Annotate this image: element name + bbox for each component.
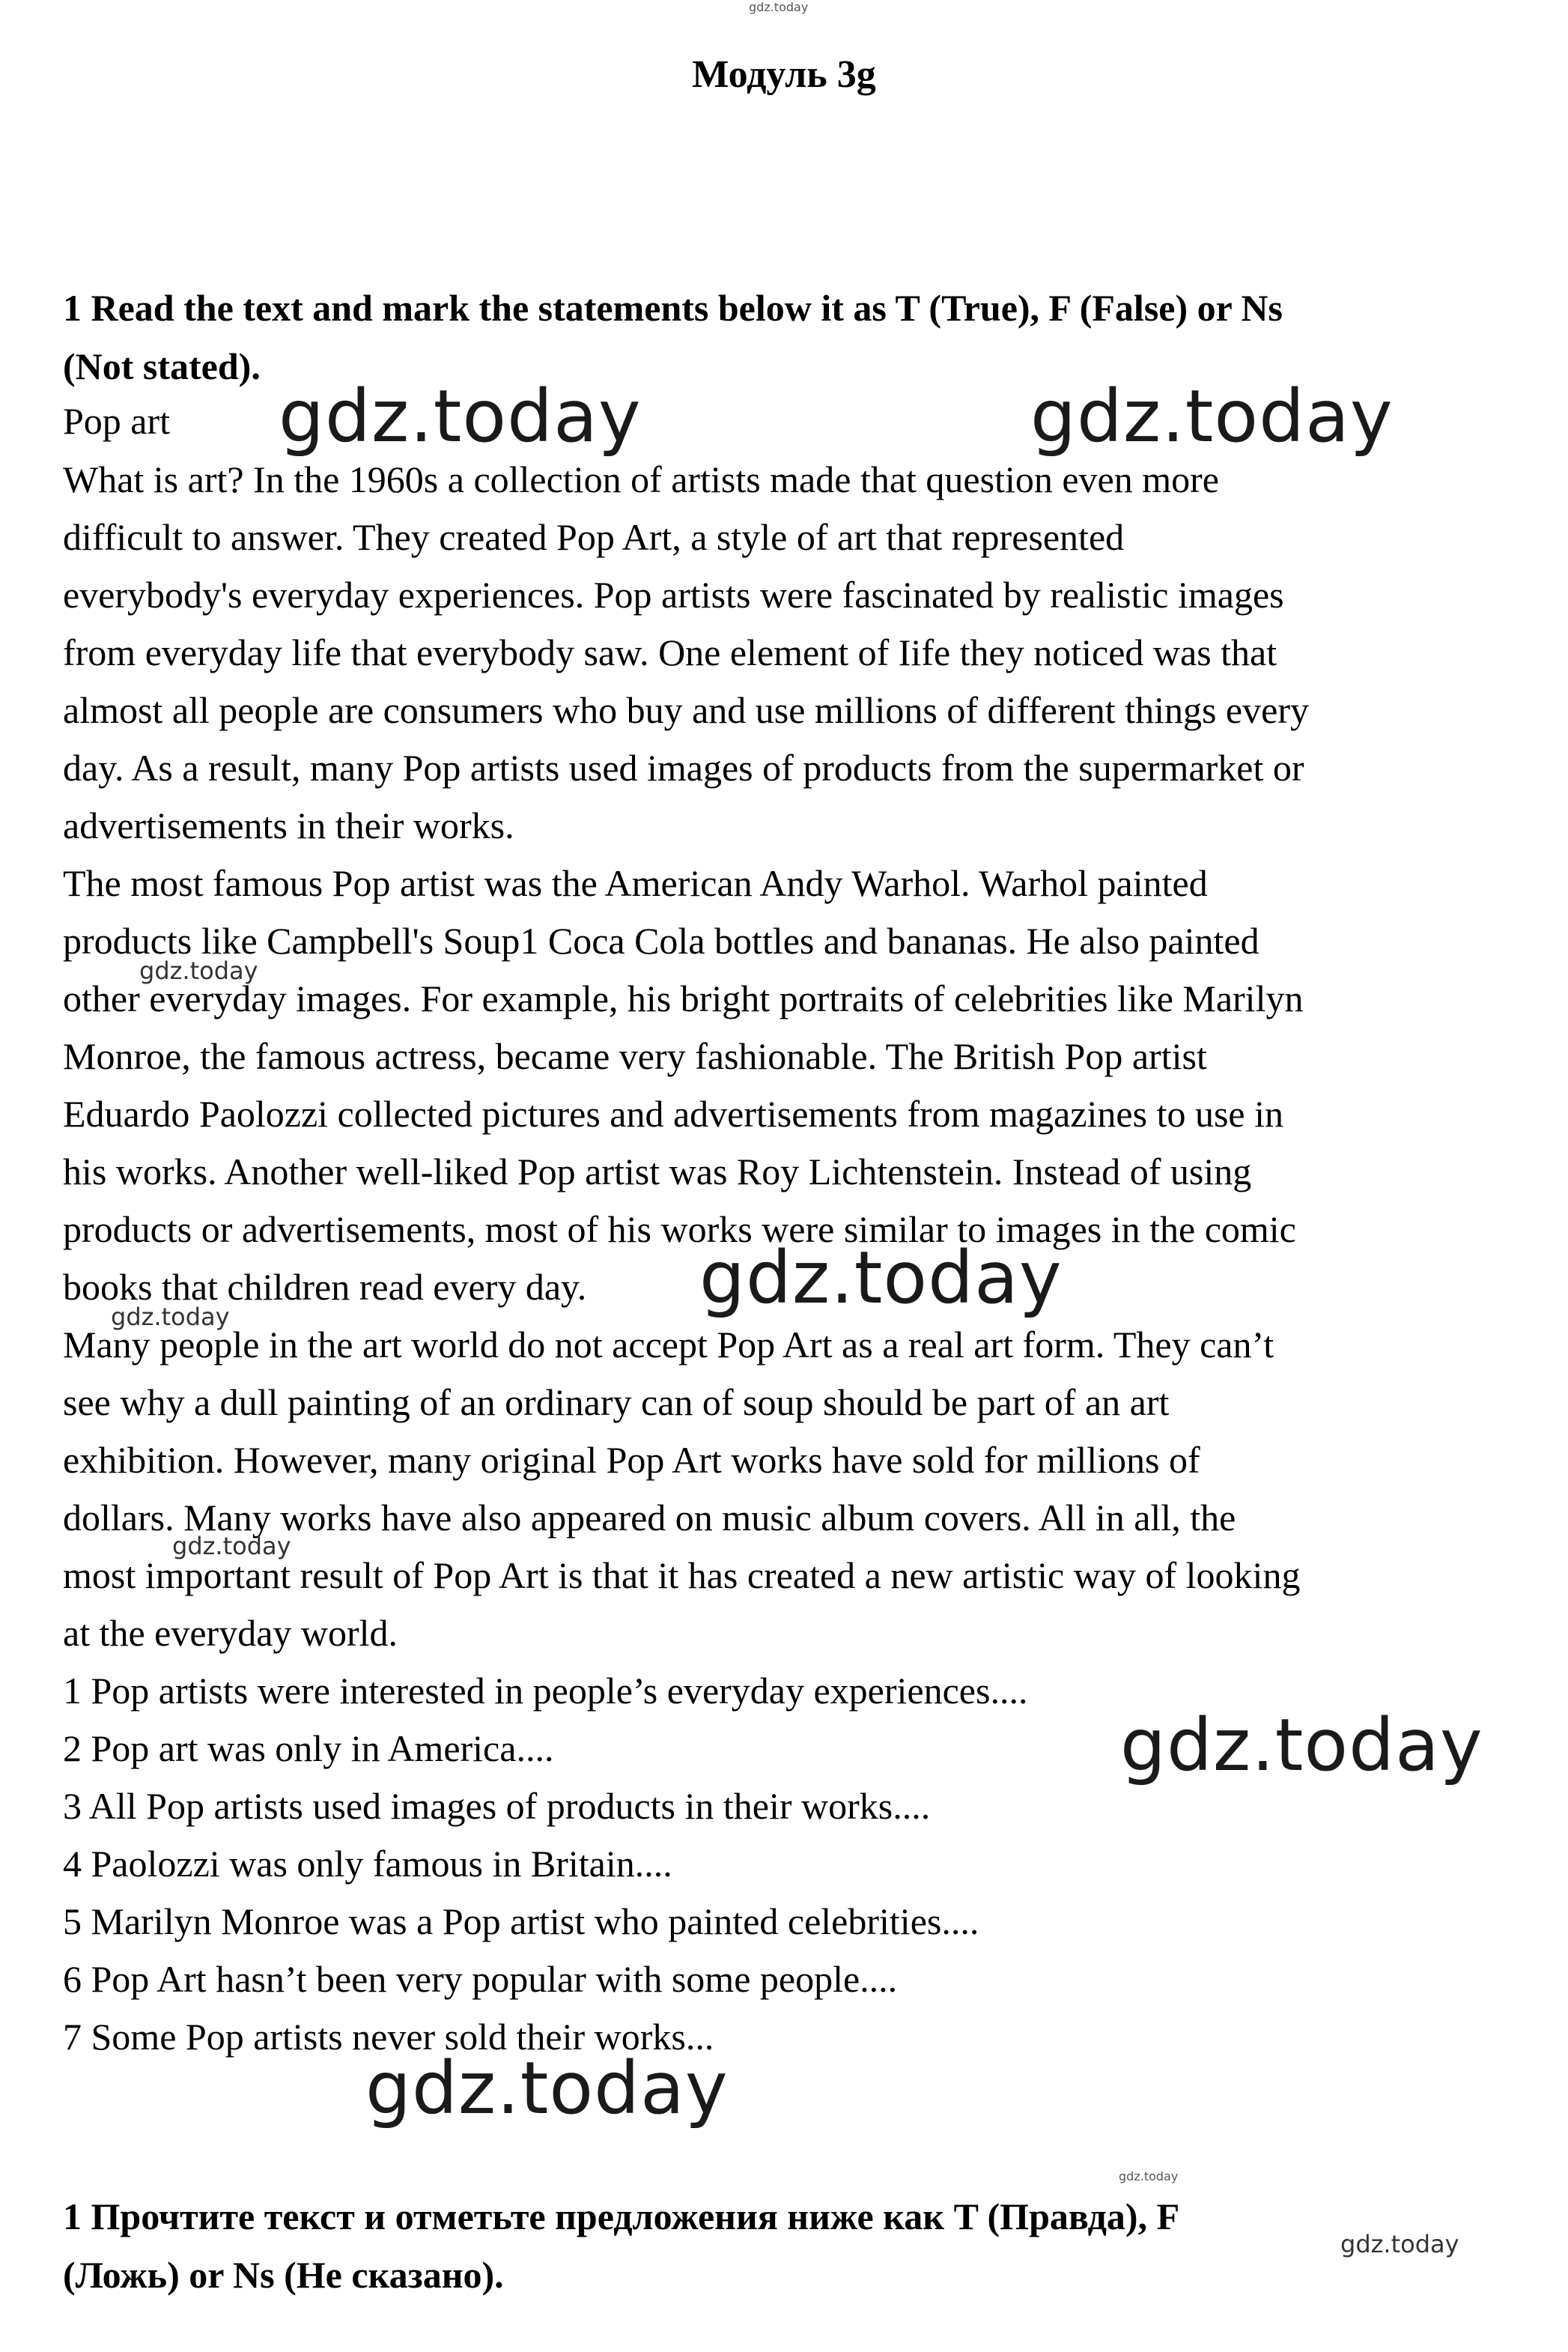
body-line: other everyday images. For example, his bright portraits of celebrities like Marilyn (63, 978, 1304, 1019)
watermark: gdz.today (1030, 375, 1394, 458)
body-line: difficult to answer. They created Pop Art, a style of art that represented (63, 516, 1125, 558)
watermark: gdz.today (172, 1532, 291, 1560)
watermark: gdz.today (139, 957, 258, 985)
watermark: gdz.today (279, 375, 642, 458)
watermark: gdz.today (1119, 2169, 1179, 2183)
watermark: gdz.today (111, 1303, 230, 1331)
body-line: Many people in the art world do not accept Pop Art as a real art form. They can’t (63, 1324, 1274, 1366)
statement-item: 4 Paolozzi was only famous in Britain.... (63, 1843, 672, 1885)
body-line: everybody's everyday experiences. Pop artists were fascinated by realistic images (63, 574, 1284, 616)
body-line: almost all people are consumers who buy and use millions of different things every (63, 689, 1309, 731)
body-line: see why a dull painting of an ordinary can of soup should be part of an art (63, 1381, 1170, 1423)
body-line: most important result of Pop Art is that it has created a new artistic way of looking (63, 1554, 1301, 1596)
body-line: Monroe, the famous actress, became very fashionable. The British Pop artist (63, 1035, 1207, 1077)
watermark: gdz.today (1120, 1703, 1483, 1787)
task-heading-en-line-2: (Not stated). (63, 345, 261, 387)
body-line: day. As a result, many Pop artists used images of products from the supermarket or (63, 747, 1304, 789)
statement-item: 1 Pop artists were interested in people’s everyday experiences.... (63, 1670, 1028, 1712)
watermark-top: gdz.today (749, 0, 809, 14)
task-heading-ru-line-2: (Ложь) or Ns (Не сказано). (63, 2254, 504, 2296)
task-heading-en-line-1: 1 Read the text and mark the statements below it as T (True), F (False) or Ns (63, 287, 1283, 329)
statement-item: 5 Marilyn Monroe was a Pop artist who painted celebrities.... (63, 1900, 979, 1942)
watermark: gdz.today (365, 2046, 729, 2130)
task-heading-ru-line-1: 1 Прочтите текст и отметьте предложения ниже как T (Правда), F (63, 2195, 1180, 2237)
body-line: at the everyday world. (63, 1612, 398, 1654)
body-line: The most famous Pop artist was the American Andy Warhol. Warhol painted (63, 862, 1208, 904)
statement-item: 3 All Pop artists used images of products in their works.... (63, 1785, 931, 1827)
task-heading-ru (63, 2187, 1531, 2304)
body-line: What is art? In the 1960s a collection of artists made that question even more (63, 458, 1219, 500)
watermark: gdz.today (1340, 2230, 1459, 2258)
text-title: Pop art (63, 400, 171, 442)
body-line: from everyday life that everybody saw. One element of Iife they noticed was that (63, 631, 1277, 673)
statement-item: 6 Pop Art hasn’t been very popular with some people.... (63, 1958, 898, 2000)
body-line: his works. Another well-liked Pop artist was Roy Lichtenstein. Instead of using (63, 1151, 1252, 1192)
body-line: dollars. Many works have also appeared on music album covers. All in all, the (63, 1497, 1236, 1539)
body-line: products or advertisements, most of his works were similar to images in the comic (63, 1208, 1296, 1250)
statement-item: 7 Some Pop artists never sold their works... (63, 2016, 714, 2058)
body-line: Eduardo Paolozzi collected pictures and advertisements from magazines to use in (63, 1093, 1284, 1135)
body-line: products like Campbell's Soup1 Coca Cola bottles and bananas. He also painted (63, 920, 1259, 962)
statement-item: 2 Pop art was only in America.... (63, 1727, 554, 1769)
body-line: books that children read every day. (63, 1266, 587, 1308)
watermark: gdz.today (699, 1236, 1063, 1320)
body-line: exhibition. However, many original Pop Art works have sold for millions of (63, 1439, 1200, 1481)
page-title: Модуль 3g (692, 53, 876, 96)
body-line: advertisements in their works. (63, 804, 514, 846)
